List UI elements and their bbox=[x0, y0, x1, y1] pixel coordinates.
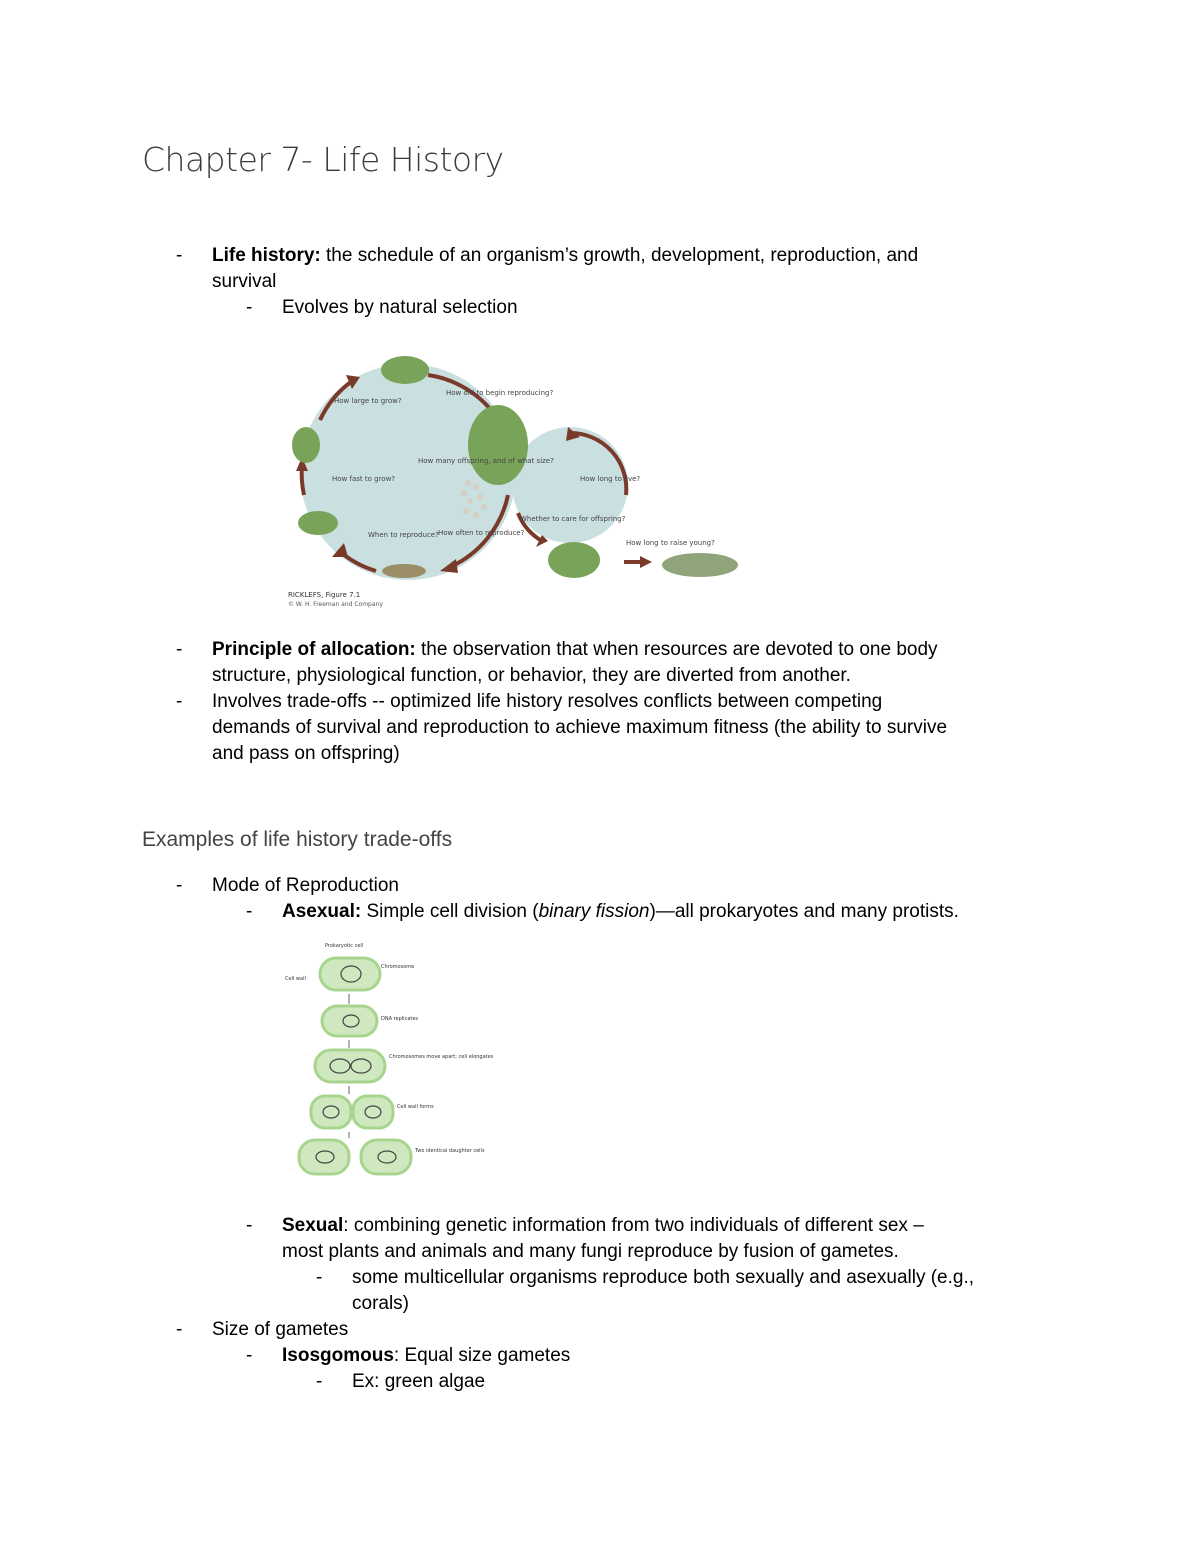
bullet-dash: - bbox=[246, 901, 253, 922]
bullet-dash: - bbox=[176, 245, 183, 266]
fission-chromosome: Chromosome bbox=[381, 964, 415, 970]
term-iso: Isosgomous bbox=[282, 1345, 394, 1366]
def-allocation: the observation that when resources are devoted to one body bbox=[415, 639, 938, 660]
cell-icon bbox=[299, 1140, 349, 1174]
adult-frog-icon bbox=[468, 405, 528, 485]
bullet-dash: - bbox=[246, 297, 253, 318]
q-larger: How large to grow? bbox=[334, 397, 402, 405]
bullet-dash: - bbox=[316, 1371, 323, 1392]
q-how-long-young: How long to raise young? bbox=[626, 539, 715, 547]
term-asexual: Asexual: bbox=[282, 901, 362, 922]
cell-icon bbox=[322, 1006, 377, 1036]
tadpole-icon bbox=[382, 564, 426, 578]
q-how-fast: How fast to grow? bbox=[332, 475, 396, 483]
asexual-pre: Simple cell division ( bbox=[361, 901, 539, 922]
both-text-cont: corals) bbox=[352, 1293, 410, 1314]
cell-icon bbox=[320, 958, 380, 990]
q-when: When to reproduce? bbox=[368, 531, 439, 539]
bullet-dash: - bbox=[176, 1319, 183, 1340]
def-life-history: the schedule of an organism’s growth, development, reproduction, and bbox=[320, 245, 919, 266]
term-allocation: Principle of allocation: bbox=[212, 639, 416, 660]
fission-cell-wall: Cell wall bbox=[285, 976, 306, 982]
green-text: Ex: green algae bbox=[352, 1371, 486, 1392]
frog-icon bbox=[298, 511, 338, 535]
both-text: some multicellular organisms reproduce both sexually and asexually (e.g., bbox=[352, 1267, 975, 1288]
sexual-def-cont: most plants and animals and many fungi reproduce by fusion of gametes. bbox=[282, 1241, 899, 1262]
cell-icon bbox=[311, 1096, 351, 1128]
q-how-often: How often to reproduce? bbox=[438, 529, 525, 537]
bullet-dash: - bbox=[316, 1267, 323, 1288]
bullet-dash: - bbox=[246, 1215, 253, 1236]
def-allocation-cont: structure, physiological function, or behavior, they are diverted from another. bbox=[212, 665, 851, 686]
bullet-dash: - bbox=[176, 639, 183, 660]
bullet-dash: - bbox=[246, 1345, 253, 1366]
q-how-many: How many offspring, and of what size? bbox=[418, 457, 554, 465]
q-long: How long to live? bbox=[580, 475, 641, 483]
adult-circle bbox=[512, 427, 628, 543]
page-title: Chapter 7- Life History bbox=[142, 140, 504, 179]
figure-credit: © W. H. Freeman and Company bbox=[288, 601, 383, 608]
iso-def: : Equal size gametes bbox=[393, 1345, 571, 1366]
tradeoffs-text: Involves trade-offs -- optimized life history resolves conflicts between competing bbox=[212, 691, 883, 712]
fission-step2: Chromosomes move apart; cell elongates bbox=[389, 1054, 494, 1060]
tradeoffs-text-cont: demands of survival and reproduction to achieve maximum fitness (the ability to survive bbox=[212, 717, 948, 738]
cell-icon bbox=[361, 1140, 411, 1174]
fission-step1: DNA replicates bbox=[381, 1016, 419, 1022]
bullet-dash: - bbox=[176, 875, 183, 896]
asexual-italic: binary fission bbox=[538, 901, 650, 922]
tradeoffs-text-cont: and pass on offspring) bbox=[212, 743, 400, 764]
frog-icon bbox=[381, 356, 429, 384]
sexual-def: : combining genetic information from two individuals of different sex – bbox=[343, 1215, 924, 1236]
fission-step3: Cell wall forms bbox=[397, 1104, 434, 1110]
dead-frog-icon bbox=[662, 553, 738, 577]
figure-caption: RICKLEFS, Figure 7.1 bbox=[288, 591, 361, 599]
section-heading: Examples of life history trade-offs bbox=[142, 828, 453, 851]
term-sexual: Sexual bbox=[282, 1215, 344, 1236]
asexual-post: )—all prokaryotes and many protists. bbox=[649, 901, 959, 922]
q-begin: How old to begin reproducing? bbox=[446, 389, 554, 397]
cell-icon bbox=[353, 1096, 393, 1128]
frog-icon bbox=[548, 542, 600, 578]
mode-text: Mode of Reproduction bbox=[212, 875, 399, 896]
term-life-history: Life history: bbox=[212, 245, 321, 266]
q-care: Whether to care for offspring? bbox=[520, 515, 626, 523]
frog-icon bbox=[292, 427, 320, 463]
bullet-dash: - bbox=[176, 691, 183, 712]
fission-top-label: Prokaryotic cell bbox=[325, 943, 364, 949]
arrowhead bbox=[640, 556, 652, 568]
evolves-text: Evolves by natural selection bbox=[282, 297, 518, 318]
size-text: Size of gametes bbox=[212, 1319, 349, 1340]
frog-life-cycle-figure bbox=[280, 345, 750, 610]
def-life-history-cont: survival bbox=[212, 271, 277, 292]
binary-fission-figure bbox=[285, 940, 494, 1180]
fission-step4: Two identical daughter cells bbox=[415, 1148, 485, 1154]
